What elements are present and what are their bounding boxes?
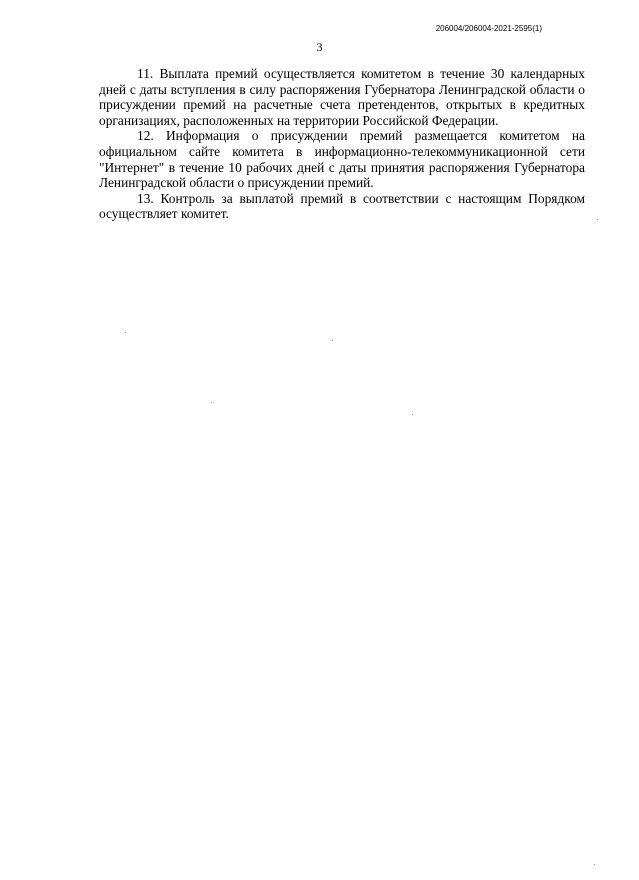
scan-speck bbox=[597, 219, 598, 220]
scan-speck bbox=[594, 864, 595, 865]
paragraph-11: 11. Выплата премий осуществляется комитетом в течение 30 календарных дней с даты вступления в силу распоряжения Губернатора Ленинградской области о присуждении премий на расчетные счета претендентов, открытых в кредитных организациях, расположенных на территории Российской Федерации. bbox=[99, 66, 585, 128]
scan-speck bbox=[332, 340, 333, 341]
page-number: 3 bbox=[316, 40, 323, 54]
document-body bbox=[99, 66, 585, 222]
paragraph-12: 12. Информация о присуждении премий размещается комитетом на официальном сайте комитета в информационно-телекоммуникационной сети "Интернет" в течение 10 рабочих дней с даты принятия распоряжения Губернатора Ленинградской области о присуждении премий. bbox=[99, 128, 585, 191]
document-number: 206004/206004-2021-2595(1) bbox=[435, 24, 542, 33]
scan-speck bbox=[125, 332, 126, 333]
scan-speck bbox=[412, 414, 413, 415]
scan-speck bbox=[211, 402, 212, 403]
paragraph-13: 13. Контроль за выплатой премий в соответствии с настоящим Порядком осуществляет комитет. bbox=[99, 190, 585, 222]
